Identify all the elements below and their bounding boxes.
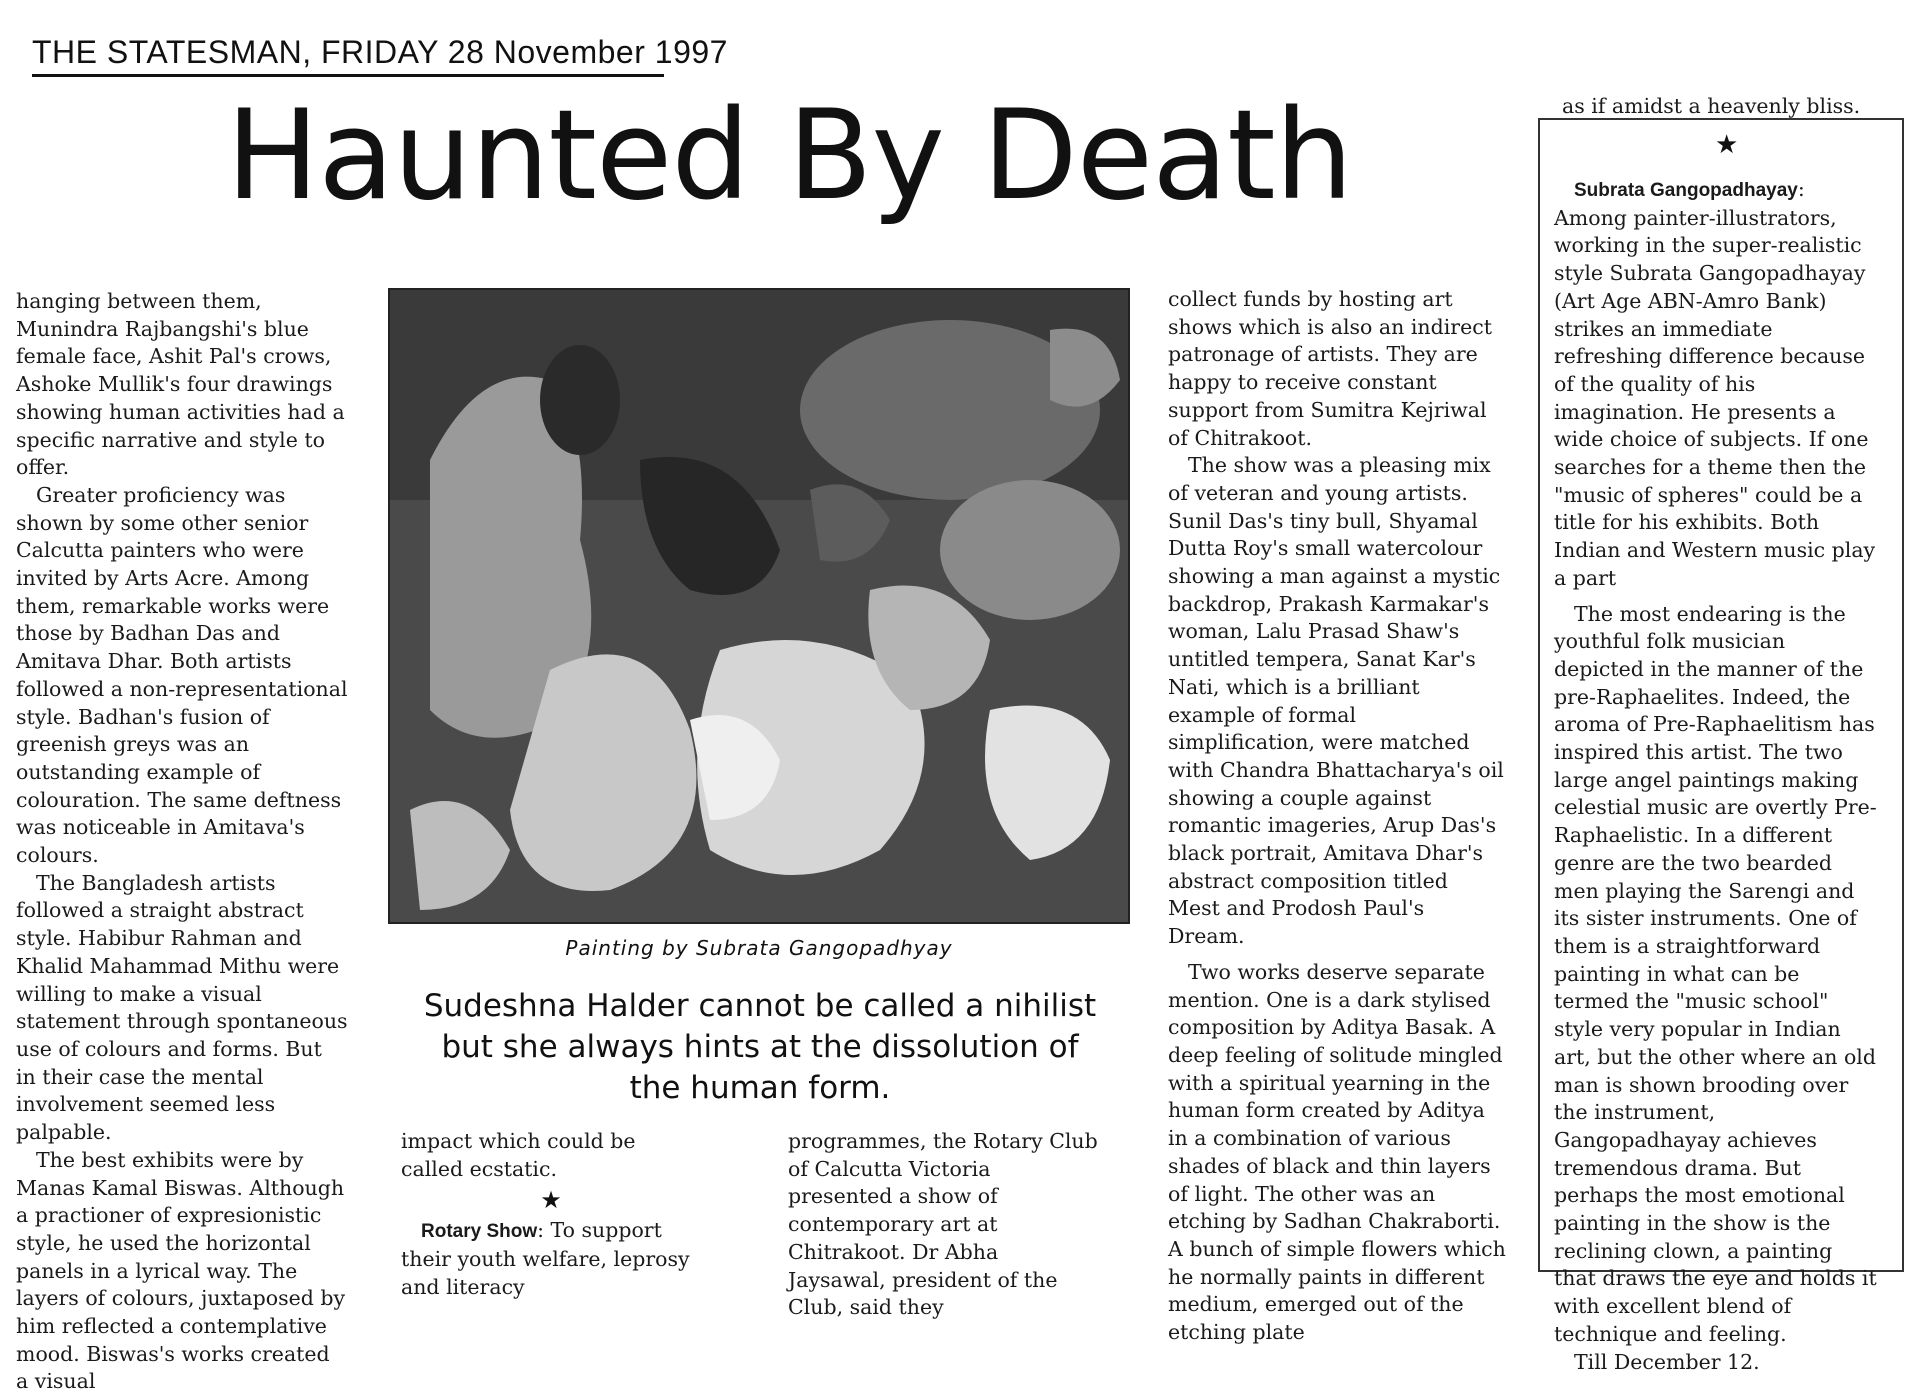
masthead-underline: [32, 74, 664, 77]
photo-caption: Painting by Subrata Gangopadhyay: [565, 936, 953, 960]
column-5: [1554, 176, 1880, 1376]
col1-paragraph-2: Greater proficiency was shown by some other senior Calcutta painters who were invited by Arts Acre. Among them, remarkable works were those by Badhan Das and Amitava Dhar. Both artists followed a non-representational style. Badhan's fusion of greenish greys was an outstanding example of colouration. The same deftness was noticeable in Amitava's colours.: [16, 482, 348, 868]
col2-paragraph-2: : To support their youth welfare, leprosy and literacy: [401, 1218, 690, 1299]
col1-paragraph-4: The best exhibits were by Manas Kamal Biswas. Although a practioner of expresionistic style, he used the horizontal panels in a lyrical way. The layers of colours, juxtaposed by him reflected a contemplative mood. Biswas's works created a visual: [16, 1147, 346, 1394]
col2-paragraph-1: impact which could be called ecstatic.: [401, 1129, 636, 1181]
column-2: [401, 1128, 701, 1302]
col4-paragraph-2: The show was a pleasing mix of veteran and young artists. Sunil Das's tiny bull, Shyamal Dutta Roy's small watercolour showing a man against a mystic backdrop, Prakash Karmakar's woman, Lalu Prasad Shaw's untitled tempera, Sanat Kar's Nati, which is a brilliant example of formal simplification, were matched with Chandra Bhattacharya's oil showing a couple against romantic imageries, Arup Das's black portrait, Amitava Dhar's abstract composition titled Mest and Prodosh Paul's Dream.: [1168, 453, 1504, 949]
col1-paragraph-1: hanging between them, Munindra Rajbangshi's blue female face, Ashit Pal's crows, Ashoke Mullik's four drawings showing human activities had a specific narrative and style to offer.: [16, 289, 345, 480]
section-star-icon: ★: [540, 1186, 562, 1215]
pull-quote: Sudeshna Halder cannot be called a nihilist but she always hints at the dissolution of the human form.: [423, 988, 1097, 1106]
col5-paragraph-3: Till December 12.: [1574, 1349, 1760, 1374]
col5-paragraph-1: : Among painter-illustrators, working in the super-realistic style Subrata Gangopadhayay (Art Age ABN-Amro Bank) strikes an immediate refreshing difference because of the quality of his imagination. He presents a wide choice of subjects. If one searches for a theme then the "music of spheres" could be a title for his exhibits. Both Indian and Western music play a part: [1554, 177, 1876, 590]
box-star-icon: ★: [1715, 130, 1739, 160]
column-3: [788, 1128, 1098, 1322]
col1-paragraph-3: The Bangladesh artists followed a straight abstract style. Habibur Rahman and Khalid Mahammad Mithu were willing to make a visual statement through spontaneous use of colours and forms. But in their case the mental involvement seemed less palpable.: [16, 870, 348, 1145]
col5-top-line: as if amidst a heavenly bliss.: [1562, 94, 1861, 118]
rotary-show-lede: Rotary Show: [421, 1221, 538, 1243]
col5-paragraph-2: The most endearing is the youthful folk musician depicted in the manner of the pre-Raphaelites. Indeed, the aroma of Pre-Raphaelitism has inspired this artist. The two large angel paintings making celestial music are overtly Pre-Raphaelistic. In a different genre are the two bearded men playing the Sarengi and its sister instruments. One of them is a straightforward painting in what can be termed the "music school" style very popular in Indian art, but the other where an old man is shown brooding over the instrument, Gangopadhayay achieves tremendous drama. But perhaps the most emotional painting in the show is the reclining clown, a painting that draws the eye and holds it with excellent blend of technique and feeling.: [1554, 601, 1877, 1346]
painting-photo: [388, 288, 1130, 924]
column-1: [16, 288, 348, 1396]
col4-paragraph-1: collect funds by hosting art shows which is also an indirect patronage of artists. They are happy to receive constant support from Sumitra Kejriwal of Chitrakoot.: [1168, 287, 1492, 450]
subrata-lede: Subrata Gangopadhayay: [1574, 180, 1798, 201]
col3-paragraph-1: programmes, the Rotary Club of Calcutta Victoria presented a show of contemporary art at Chitrakoot. Dr Abha Jaysawal, president of the Club, said they: [788, 1129, 1098, 1320]
article-headline: Haunted By Death: [226, 84, 1353, 228]
painting-image: [390, 290, 1128, 922]
col4-paragraph-3: Two works deserve separate mention. One is a dark stylised composition by Aditya Basak. A deep feeling of solitude mingled with a spiritual yearning in the human form created by Aditya in a combination of various shades of black and thin layers of light. The other was an etching by Sadhan Chakraborti. A bunch of simple flowers which he normally paints in different medium, emerged out of the etching plate: [1168, 959, 1506, 1345]
column-4: [1168, 286, 1506, 1347]
newspaper-masthead: THE STATESMAN, FRIDAY 28 November 1997: [32, 34, 728, 70]
